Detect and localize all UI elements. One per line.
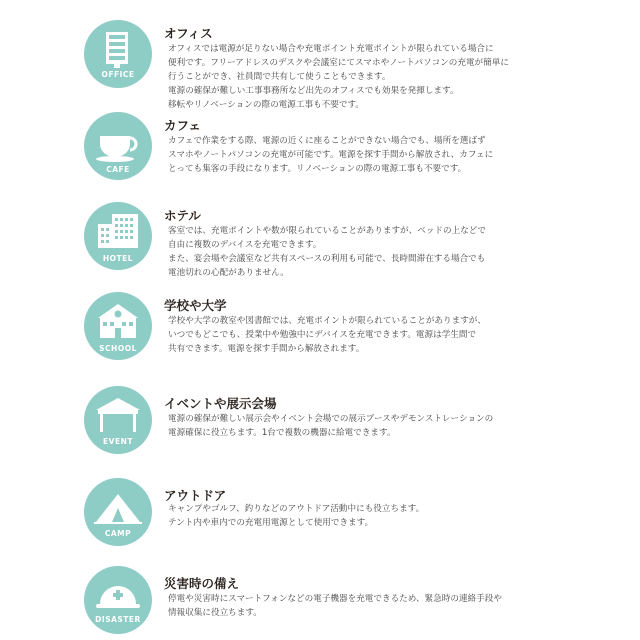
use-case-title: ホテル [164,208,201,223]
description-line: 電源確保に役立ちます。1台で複数の機器に給電できます。 [168,428,396,438]
badge-label: CAMP [104,529,132,538]
badge-label: SCHOOL [99,344,137,353]
hotel-badge [84,202,152,270]
coffee-cup-icon [84,112,152,180]
event-badge [84,386,152,454]
office-building-icon [84,20,152,88]
hotel-building-icon [84,202,152,270]
use-case-description [168,592,568,620]
use-case-description [168,314,568,356]
badge-label: CAFE [106,165,130,174]
school-badge [84,292,152,360]
description-line: 停電や災害時にスマートフォンなどの電子機器を充電できるため、緊急時の連絡手段や [168,594,502,604]
use-case-description [168,502,568,530]
badge-label: HOTEL [102,254,134,263]
badge-label: OFFICE [101,70,135,79]
description-line: スマホやノートパソコンの充電が可能です。電源を探す手間から解放され、カフェに [168,150,494,160]
description-line: 便利です。フリーアドレスのデスクや会議室にてスマホやノートパソコンの充電が簡単に [168,58,509,68]
school-building-icon [84,292,152,360]
description-line: 移転やリノベーションの際の電源工事も不要です。 [168,100,364,110]
use-case-description [168,42,568,112]
description-line: 行うことができ、社員間で共有して使うこともできます。 [168,72,391,82]
badge-label: EVENT [103,437,133,446]
safety-helmet-icon [84,566,152,634]
description-line: 電源の確保が難しい展示会やイベント会場での展示ブースやデモンストレーションの [168,414,494,424]
use-case-title: カフェ [164,118,201,133]
cafe-badge [84,112,152,180]
description-line: また、宴会場や会議室など共有スペースの利用も可能で、長時間滞在する場合でも [168,254,486,264]
office-badge [84,20,152,88]
camp-badge [84,478,152,546]
description-line: 情報収集に役立ちます。 [168,608,262,618]
use-case-title: アウトドア [164,488,227,503]
use-case-title: イベントや展示会場 [164,396,277,411]
use-case-title: 学校や大学 [164,298,227,313]
description-line: 客室では、充電ポイントや数が限られていることがありますが、ベッドの上などで [168,226,486,236]
use-case-title: オフィス [164,26,213,41]
description-line: 自由に複数のデバイスを充電できます。 [168,240,322,250]
event-tent-icon [84,386,152,454]
description-line: オフィスでは電源が足りない場合や充電ポイント充電ポイントが限られている場合に [168,44,494,54]
use-case-description [168,412,568,440]
description-line: キャンプやゴルフ、釣りなどのアウトドア活動中にも役立ちます。 [168,504,425,514]
description-line: 共有できます。電源を探す手間から解放されます。 [168,344,365,354]
use-case-description [168,134,568,176]
description-line: とっても集客の手段になります。リノベーションの際の電源工事も不要です。 [168,164,467,174]
badge-label: DISASTER [95,615,141,624]
description-line: 電源の確保が難しい工事事務所など出先のオフィスでも効果を発揮します。 [168,86,459,96]
description-line: 電池切れの心配がありません。 [168,268,289,278]
description-line: カフェで作業をする際、電源の近くに座ることができない場合でも、場所を選ばず [168,136,486,146]
use-case-title: 災害時の備え [164,576,240,591]
description-line: テント内や車内での充電用電源として使用できます。 [168,518,374,528]
description-line: いつでもどこでも、授業中や勉強中にデバイスを充電できます。電源は学生間で [168,330,477,340]
camp-tent-icon [84,478,152,546]
disaster-badge [84,566,152,634]
description-line: 学校や大学の教室や図書館では、充電ポイントが限られていることがありますが、 [168,316,486,326]
use-case-description [168,224,568,280]
